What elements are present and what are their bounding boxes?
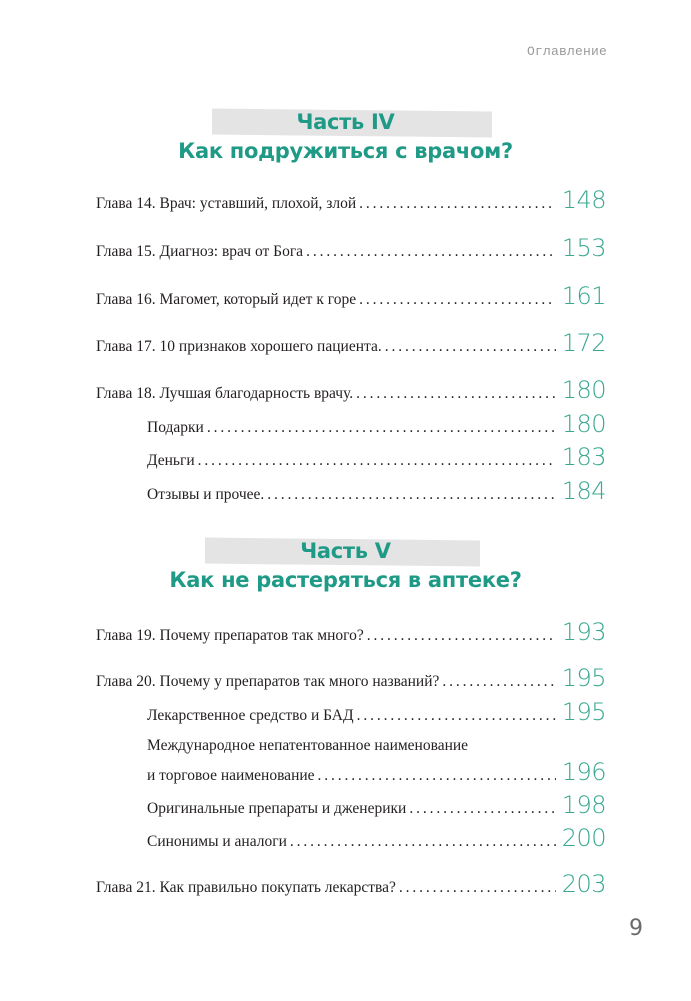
dot-leader — [306, 243, 556, 261]
entry-label: Глава 20. Почему у препаратов так много названий? — [96, 673, 440, 690]
page-number: 148 — [561, 186, 606, 214]
toc-subentry-inn-line1[interactable]: Международное непатентованное наименование — [147, 737, 469, 754]
dot-leader — [442, 673, 555, 691]
toc-entry-chapter-16[interactable] — [96, 282, 606, 310]
entry-label: Отзывы и прочее. — [147, 486, 265, 503]
toc-subentry-reviews[interactable] — [147, 477, 606, 505]
page-number: 196 — [561, 758, 606, 786]
entry-label: Подарки — [147, 419, 204, 436]
page-number: 172 — [561, 329, 606, 357]
page-number: 184 — [561, 477, 606, 505]
toc-subentry-inn-trade-name[interactable] — [147, 758, 606, 786]
page-number: 203 — [561, 870, 606, 898]
dot-leader — [357, 707, 556, 725]
dot-leader — [356, 385, 556, 403]
dot-leader — [359, 195, 556, 213]
page-number: 153 — [561, 234, 606, 262]
part-label: Часть V — [300, 539, 391, 563]
page-number: 180 — [561, 410, 606, 438]
entry-label: Глава 19. Почему препаратов так много? — [96, 627, 364, 644]
page-number: 183 — [561, 443, 606, 471]
page-number: 198 — [561, 791, 606, 819]
running-head: Оглавление — [526, 44, 607, 59]
toc-subentry-drug-and-supplement[interactable] — [147, 698, 606, 726]
entry-label: Глава 14. Врач: уставший, плохой, злой — [96, 195, 357, 212]
page-number: 161 — [561, 282, 606, 310]
part-label: Часть IV — [296, 110, 395, 134]
page-number: 180 — [561, 376, 606, 404]
part-title: Как не растеряться в аптеке? — [169, 568, 522, 592]
entry-label: Лекарственное средство и БАД — [147, 707, 354, 724]
part-heading-v — [0, 537, 691, 595]
page-number: 200 — [561, 824, 606, 852]
entry-label: Глава 18. Лучшая благодарность врачу. — [96, 385, 354, 402]
dot-leader — [409, 800, 555, 818]
part-title: Как подружиться с врачом? — [178, 139, 513, 163]
page-folio: 9 — [629, 916, 643, 941]
entry-label: Глава 17. 10 признаков хорошего пациента. — [96, 338, 382, 355]
toc-entry-chapter-17[interactable] — [96, 329, 606, 357]
toc-entry-chapter-14[interactable] — [96, 186, 606, 214]
toc-subentry-originals-generics[interactable] — [147, 791, 606, 819]
toc-entry-chapter-19[interactable] — [96, 618, 606, 646]
toc-entry-chapter-21[interactable] — [96, 870, 606, 898]
dot-leader — [290, 833, 556, 851]
toc-subentry-gifts[interactable] — [147, 410, 606, 438]
entry-label: Глава 15. Диагноз: врач от Бога — [96, 243, 304, 260]
page-number: 195 — [561, 664, 606, 692]
toc-entry-chapter-18[interactable] — [96, 376, 606, 404]
entry-label: Глава 16. Магомет, который идет к горе — [96, 291, 357, 308]
toc-subentry-synonyms-analogs[interactable] — [147, 824, 606, 852]
dot-leader — [367, 627, 556, 645]
entry-label: и торговое наименование — [147, 767, 315, 784]
entry-label: Оригинальные препараты и дженерики — [147, 800, 407, 817]
dot-leader — [385, 338, 556, 356]
toc-entry-chapter-15[interactable] — [96, 234, 606, 262]
dot-leader — [318, 767, 556, 785]
entry-label: Синонимы и аналоги — [147, 833, 287, 850]
part-heading-iv — [0, 108, 691, 166]
entry-label: Деньги — [147, 452, 195, 469]
dot-leader — [359, 291, 556, 309]
dot-leader — [399, 879, 556, 897]
entry-label: Глава 21. Как правильно покупать лекарства? — [96, 879, 396, 896]
page-number: 195 — [561, 698, 606, 726]
dot-leader — [198, 452, 556, 470]
page-number: 193 — [561, 618, 606, 646]
dot-leader — [267, 486, 555, 504]
toc-entry-chapter-20[interactable] — [96, 664, 606, 692]
toc-subentry-money[interactable] — [147, 443, 606, 471]
dot-leader — [207, 419, 556, 437]
